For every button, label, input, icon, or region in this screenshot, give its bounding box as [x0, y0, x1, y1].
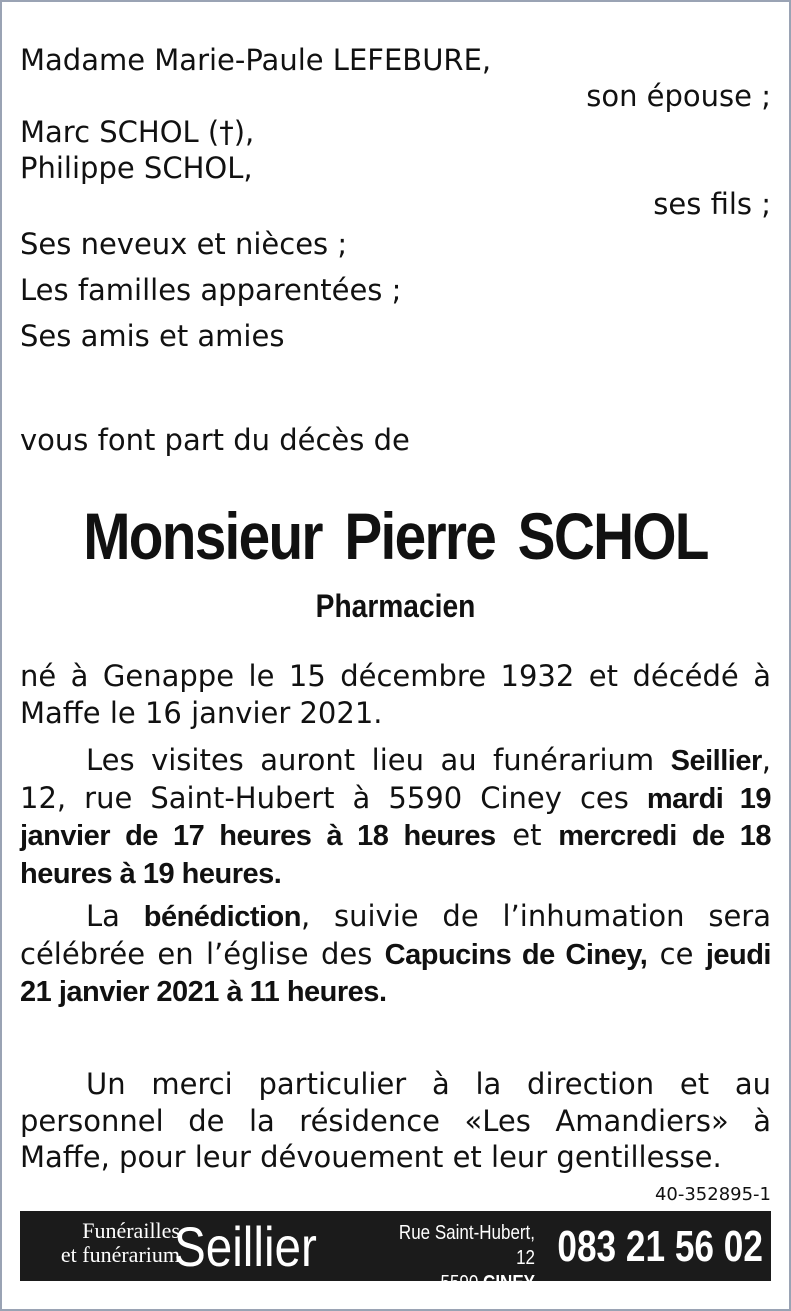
blessing-bold: bénédiction — [143, 901, 301, 933]
family-line: Les familles apparentées ; — [20, 273, 402, 307]
birth-death-text: né à Genappe le 15 décembre 1932 et décédé à Maffe le 16 janvier 2021. — [20, 659, 771, 730]
banner-street: Rue Saint-Hubert, 12 — [398, 1222, 535, 1269]
blessing-bold: Capucins de Ciney, — [384, 938, 648, 971]
family-list — [20, 42, 771, 354]
blessing-bold: jeudi 21 janvier 2021 à 11 heures. — [20, 938, 771, 1008]
banner-company-name: Seillier — [174, 1215, 317, 1278]
blessing-text — [20, 898, 771, 1011]
blessing-part: La — [86, 899, 144, 933]
visits-part: Les visites auront lieu au funérarium — [86, 743, 671, 777]
thanks-text: Un merci particulier à la direction et au personnel de la résidence «Les Amandiers» à Maffe, pour leur dévouement et leur gentillesse. — [20, 1067, 771, 1174]
reference-number: 40-352895-1 — [654, 1184, 771, 1205]
banner-funerailles: Funérailles — [82, 1218, 180, 1243]
visits-bold: mercredi de 18 heures à 19 heures. — [20, 820, 771, 890]
deceased-name: Monsieur Pierre SCHOL — [83, 499, 708, 573]
banner-services — [30, 1219, 180, 1267]
visits-part: , 12, rue Saint-Hubert à 5590 Ciney ces — [20, 743, 771, 815]
family-line: Philippe SCHOL, — [20, 151, 253, 185]
family-line: Marc SCHOL (†), — [20, 115, 255, 149]
family-line: Madame Marie-Paule LEFEBURE, — [20, 43, 492, 77]
banner-postcode: 5590 — [440, 1272, 479, 1294]
blessing-part: ce — [647, 936, 706, 971]
family-role: ses fils ; — [653, 187, 771, 221]
banner-phone: 083 21 56 02 — [557, 1222, 763, 1271]
family-line: Ses amis et amies — [20, 319, 285, 353]
visits-part: et — [495, 818, 559, 852]
visits-bold: mardi 19 janvier de 17 heures à 18 heures — [20, 782, 771, 852]
family-line: Ses neveux et nièces ; — [20, 227, 348, 261]
blessing-part: , suivie de l’inhumation sera célébrée en l’église des — [20, 899, 771, 971]
visits-text — [20, 742, 771, 892]
banner-funerarium: et funérarium — [60, 1242, 180, 1267]
visits-bold: Seillier — [670, 745, 762, 777]
banner-address — [391, 1221, 536, 1296]
banner-city: CINEY — [483, 1272, 535, 1294]
deceased-profession: Pharmacien — [315, 588, 476, 624]
announce-text: vous font part du décès de — [20, 423, 410, 457]
funeral-home-banner — [20, 1211, 771, 1294]
family-role: son épouse ; — [586, 79, 771, 113]
